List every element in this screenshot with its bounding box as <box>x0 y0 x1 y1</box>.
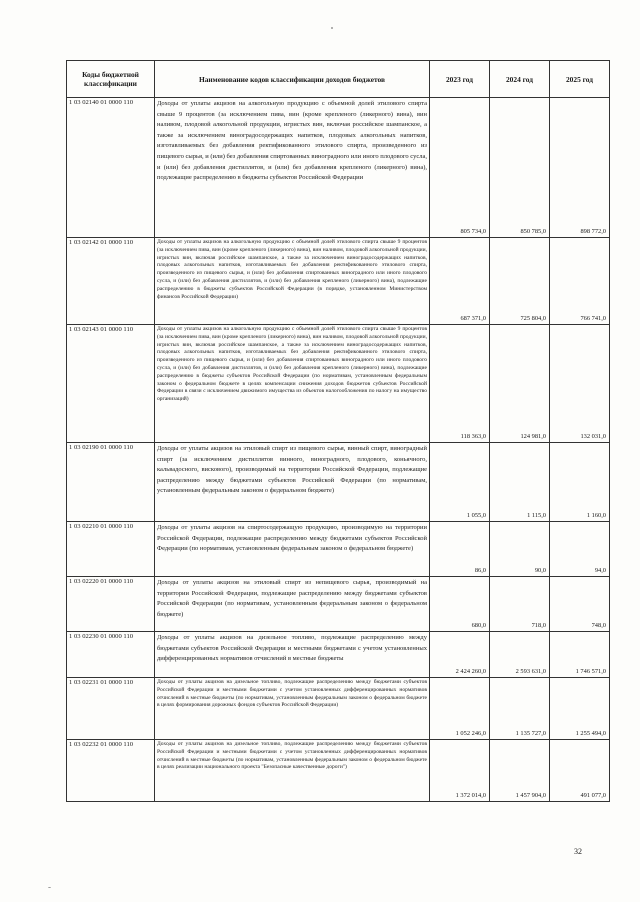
header-2023: 2023 год <box>430 61 490 98</box>
header-codes: Коды бюджетной классификации <box>67 61 155 98</box>
row-value-2024: 1 457 904,0 <box>490 740 550 802</box>
row-value-2023: 118 363,0 <box>430 325 490 443</box>
table-row <box>67 577 610 632</box>
row-value-2024: 90,0 <box>490 522 550 577</box>
header-name: Наименование кодов классификации доходов бюджетов <box>155 61 430 98</box>
row-code: 1 03 02142 01 0000 110 <box>67 238 155 325</box>
table-header <box>67 61 610 98</box>
row-value-2024: 1 115,0 <box>490 443 550 522</box>
budget-revenue-table <box>66 60 610 802</box>
row-value-2025: 766 741,0 <box>550 238 610 325</box>
row-value-2025: 1 255 494,0 <box>550 678 610 740</box>
row-value-2023: 680,0 <box>430 577 490 632</box>
table-body <box>67 98 610 802</box>
table-row <box>67 678 610 740</box>
row-value-2025: 1 746 571,0 <box>550 632 610 678</box>
header-2024: 2024 год <box>490 61 550 98</box>
scan-speck <box>331 27 333 29</box>
row-value-2025: 748,0 <box>550 577 610 632</box>
table-row <box>67 98 610 238</box>
row-code: 1 03 02232 01 0000 110 <box>67 740 155 802</box>
row-code: 1 03 02140 01 0000 110 <box>67 98 155 238</box>
row-value-2023: 86,0 <box>430 522 490 577</box>
row-value-2023: 687 371,0 <box>430 238 490 325</box>
row-value-2025: 898 772,0 <box>550 98 610 238</box>
row-code: 1 03 02143 01 0000 110 <box>67 325 155 443</box>
row-code: 1 03 02190 01 0000 110 <box>67 443 155 522</box>
row-code: 1 03 02220 01 0000 110 <box>67 577 155 632</box>
header-2025: 2025 год <box>550 61 610 98</box>
row-name: Доходы от уплаты акцизов на дизельное топливо, подлежащие распределению между бюджетами субъектов Российской Федерации и местными бюджетами с учетом установленных дифференцированных нормативов отчислений в местные бюджеты (по нормативам, установленным федеральным законом о федеральном бюджете в целях формирования дорожных фондов субъектов Российской Федерации) <box>155 678 430 740</box>
row-value-2024: 850 785,0 <box>490 98 550 238</box>
row-value-2025: 94,0 <box>550 522 610 577</box>
table-row <box>67 632 610 678</box>
table-row <box>67 325 610 443</box>
row-code: 1 03 02231 01 0000 110 <box>67 678 155 740</box>
row-value-2025: 1 160,0 <box>550 443 610 522</box>
row-value-2023: 1 052 246,0 <box>430 678 490 740</box>
row-name: Доходы от уплаты акцизов на этиловый спирт из непищевого сырья, производимый на территории Российской Федерации, подлежащие распределению между бюджетами субъектов Российской Федерации (по нормативам, установленным федеральным законом о федеральном бюджете) <box>155 577 430 632</box>
row-value-2024: 2 593 631,0 <box>490 632 550 678</box>
row-code: 1 03 02210 01 0000 110 <box>67 522 155 577</box>
row-value-2023: 805 734,0 <box>430 98 490 238</box>
row-value-2024: 718,0 <box>490 577 550 632</box>
table-row <box>67 238 610 325</box>
row-name: Доходы от уплаты акцизов на дизельное топливо, подлежащие распределению между бюджетами субъектов Российской Федерации и местными бюджетами с учетом установленных дифференцированных нормативов отчислений в местные бюджеты (по нормативам, установленным федеральным законом о федеральном бюджете в целях реализации национального проекта "Безопасные качественные дороги") <box>155 740 430 802</box>
row-name: Доходы от уплаты акцизов на этиловый спирт из пищевого сырья, винный спирт, виноградный спирт (за исключением дистиллятов винного, виноградного, плодового, коньячного, кальвадосного, вискового), производимый на территории Российской Федерации, подлежащие распределению между бюджетами субъектов Российской Федерации (по нормативам, установленным федеральным законом о федеральном бюджете) <box>155 443 430 522</box>
row-name: Доходы от уплаты акцизов на спиртосодержащую продукцию, производимую на территории Российской Федерации, подлежащие распределению между бюджетами субъектов Российской Федерации (по нормативам, установленным федеральным законом о федеральном бюджете) <box>155 522 430 577</box>
table-row <box>67 740 610 802</box>
row-name: Доходы от уплаты акцизов на алкогольную продукцию с объемной долей этилового спирта свыше 9 процентов (за исключением пива, вин (кроме крепленого (ликерного) вина), вин наливом, плодовой алкогольной продукции, игристых вин, включая российское шампанское, а также за исключением виноградосодержащих напитков, плодовых алкогольных напитков, изготавливаемых без добавления ректификованного этилового спирта, произведенного из пищевого сырья, и (или) без добавления спиртованных виноградного или иного плодового сусла, и (или) без добавления дистиллятов, и (или) без добавления крепленого (ликерного) вина), подлежащие распределению в бюджеты субъектов Российской Федерации (по нормативам, установленным федеральным законом о федеральном бюджете в целях компенсации снижения доходов бюджетов субъектов Российской Федерации в связи с исключением движимого имущества из объектов налогообложения по налогу на имущество организаций) <box>155 325 430 443</box>
row-value-2025: 132 031,0 <box>550 325 610 443</box>
row-code: 1 03 02230 01 0000 110 <box>67 632 155 678</box>
row-value-2024: 1 135 727,0 <box>490 678 550 740</box>
scan-speck <box>48 887 51 888</box>
row-value-2025: 491 077,0 <box>550 740 610 802</box>
row-name: Доходы от уплаты акцизов на алкогольную продукцию с объемной долей этилового спирта свыше 9 процентов (за исключением пива, вин (кроме крепленого (ликерного) вина), вин наливом, плодовой алкогольной продукции, игристых вин, включая российское шампанское, а также за исключением виноградосодержащих напитков, плодовых алкогольных напитков, изготавливаемых без добавления ректификованного этилового спирта, произведенного из пищевого сырья, и (или) без добавления спиртованных виноградного или иного плодового сусла, и (или) без добавления дистиллятов, и (или) без добавления крепленого (ликерного) вина), подлежащие распределению в бюджеты субъектов Российской Федерации <box>155 98 430 238</box>
row-name: Доходы от уплаты акцизов на алкогольную продукцию с объемной долей этилового спирта свыше 9 процентов (за исключением пива, вин (кроме крепленого (ликерного) вина), вин наливом, плодовой алкогольной продукции, игристых вин, включая российское шампанское, а также за исключением виноградосодержащих напитков, плодовых алкогольных напитков, изготавливаемых без добавления ректификованного этилового спирта, произведенного из пищевого сырья, и (или) без добавления спиртованных виноградного или иного плодового сусла, и (или) без добавления дистиллятов, и (или) без добавления крепленого (ликерного) вина), подлежащие распределению в бюджеты субъектов Российской Федерации (в порядке, установленном Министерством финансов Российской Федерации) <box>155 238 430 325</box>
row-name: Доходы от уплаты акцизов на дизельное топливо, подлежащие распределению между бюджетами субъектов Российской Федерации и местными бюджетами с учетом установленных дифференцированных нормативов отчислений в местные бюджеты <box>155 632 430 678</box>
page-number: 32 <box>574 847 582 856</box>
row-value-2023: 1 055,0 <box>430 443 490 522</box>
table-row <box>67 443 610 522</box>
row-value-2023: 1 372 014,0 <box>430 740 490 802</box>
row-value-2024: 124 981,0 <box>490 325 550 443</box>
row-value-2024: 725 804,0 <box>490 238 550 325</box>
row-value-2023: 2 424 260,0 <box>430 632 490 678</box>
table-row <box>67 522 610 577</box>
